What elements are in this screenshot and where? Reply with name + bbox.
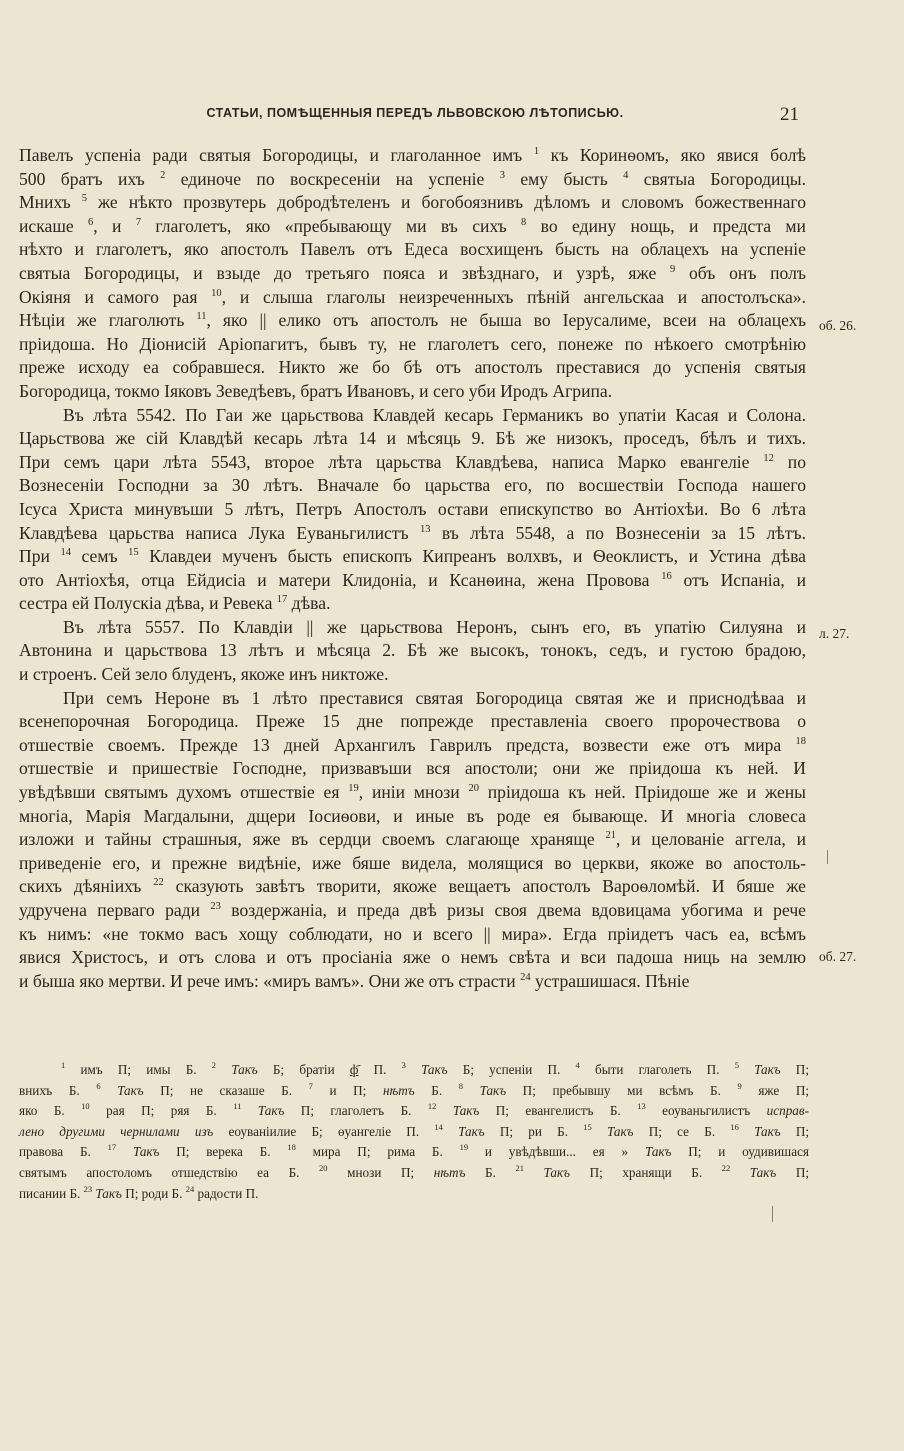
running-head: СТАТЬИ, ПОМѢЩЕННЫЯ ПЕРЕДЪ ЛЬВОВСКОЮ ЛѢТОПИСЬЮ.	[206, 106, 624, 120]
main-text	[19, 144, 806, 993]
margin-note-folio: л. 27.	[819, 626, 850, 641]
text-line: и быша яко мертви. И рече имъ: «миръ вамъ». Они же отъ страсти $^{24}$ устрашишася. Пѣнiе	[19, 970, 690, 991]
footnote-line: внихъ Б. $^6$ Такъ П; не сказаше Б. $^7$ и П; нѣтъ Б. $^8$ Такъ П; пребывшу ми всѣмъ Б. $^9$ яже П;	[19, 1080, 810, 1098]
text-line: увѣдѣвши святымъ духомъ отшествiе ея $^{19}$, инiи мнози $^{20}$ прiидоша къ ней. Прiидоше же и жены	[19, 782, 806, 803]
text-line: нѣхто и глаголетъ, яко апостолъ Павелъ отъ Едеса восхищенъ бысть на облацехъ на успенiе	[19, 239, 806, 260]
text-line: отшествiе своемъ. Прежде 13 дней Архангилъ Гаврилъ предста, возвести еже отъ мира $^{18}$	[19, 734, 806, 755]
text-line: и строенъ. Сей зело блуденъ, якоже инъ никтоже.	[19, 664, 389, 685]
text-line: Вознесенiи Господни за 30 лѣтъ. Вначале бо царьства его, по восшествiи Господа нашего	[19, 475, 806, 496]
text-line: приведенiе его, и прежне видѣнiе, иже бяше видела, молящися во церкви, якоже во апостоль-	[19, 852, 806, 873]
footnote-line: писании Б. $^{23}$ Такъ П; роди Б. $^{24}$ радости П.	[19, 1183, 259, 1201]
text-line: Автонина и царьствова 13 лѣтъ и мѣсяца 2. Бѣ же высокъ, тонокъ, седъ, и густою брадою,	[19, 640, 806, 661]
text-line: святыа Богородицы, и взыде до третьяго пояса и звѣзднаго, и узрѣ, яже $^9$ объ онъ полъ	[19, 262, 806, 283]
text-line: 500 братъ ихъ $^2$ единоче по воскресенiи на успенiе $^3$ ему бысть $^4$ святыа Богородицы.	[19, 168, 806, 189]
text-line: При семъ цари лѣта 5543, второе лѣта царьства Клавдѣева, написа Марко евангелiе $^{12}$ по	[19, 451, 806, 472]
footnote-line: правова Б. $^{17}$ Такъ П; верека Б. $^{18}$ мира П; рима Б. $^{19}$ и увѣдѣвши... ея » Такъ П; и оудивишася	[19, 1142, 809, 1160]
text-line: удручена перваго ради $^{23}$ воздержанiа, и преда двѣ ризы своя двема вдовицама убогима и рече	[19, 900, 806, 920]
page-number: 21	[780, 104, 799, 125]
paper-speck	[772, 1206, 773, 1222]
text-line: скихъ дѣянiихъ $^{22}$ сказують завѣтъ творити, якоже вещаетъ апостолъ Вароѳломѣй. И бяше же	[19, 876, 806, 897]
paper-speck	[827, 850, 828, 864]
margin-note-folio: об. 26.	[819, 318, 857, 333]
text-line: При $^{14}$ семъ $^{15}$ Клавдеи мученъ бысть епископъ Кипреанъ волхвъ, и Ѳеоклистъ, и Устина дѣва	[19, 546, 806, 567]
text-line: къ нимъ: «не токмо васъ хощу соблюдати, но и всего || мира». Егда прiидетъ часъ еа, всѣмъ	[19, 923, 806, 944]
text-line: Мнихъ $^5$ же нѣкто прозвутерь добродѣтеленъ и богобоязнивъ дѣломъ и словомъ божественнаго	[19, 192, 806, 213]
text-line: Окiяня и самого рая $^{10}$, и слыша глаголы неизреченныхъ пѣнiй ангельскаа и апостолъска».	[19, 286, 806, 307]
text-line: изложи и тайны страшныя, яже въ сердци своемъ слагающе хранящe $^{21}$, и целованiе аггела, и	[19, 829, 806, 850]
footnotes	[19, 1060, 809, 1204]
footnote-line: $^1$ имъ П; имы Б. $^2$ Такъ Б; братiи ф҃ П. $^3$ Такъ Б; успенiи П. $^4$ быти глаголеть П. $^5$ Такъ П;	[61, 1060, 809, 1077]
footnote-rule	[250, 1051, 610, 1052]
text-line: Павелъ успенiа ради святыя Богородицы, и глаголанное имъ $^1$ къ Коринѳомъ, яко явися болѣ	[19, 145, 806, 165]
text-line: При семъ Нероне въ 1 лѣто преставися святая Богородица святая же и приснодѣваа и	[63, 687, 806, 708]
footnote-line: яко Б. $^{10}$ рая П; ряя Б. $^{11}$ Такъ П; глаголетъ Б. $^{12}$ Такъ П; евангелистъ Б. $^{13}$ еоуваньгилистъ исправ-	[19, 1101, 810, 1119]
text-line: искаше $^6$, и $^7$ глаголетъ, яко «пребывающу ми въ сихъ $^8$ во едину нощь, и предста ми	[19, 215, 806, 236]
text-line: Нѣцiи же глаголють $^{11}$, яко || елико отъ апостолъ не быша во Iерусалиме, всеи на облацехъ	[19, 310, 806, 331]
margin-note-folio: об. 27.	[819, 949, 857, 964]
text-line: преже исходу еа собравшеся. Никто же бо бѣ отъ апостолъ преставися до успенiя святыя	[19, 357, 806, 378]
text-line: многiа, Марiя Магдалыни, дщери Iосиѳови, и иные въ роде ея бывающе. И многiа словеса	[19, 805, 806, 826]
text-line: прiидоша. Но Дiонисiй Арiопагитъ, бывъ ту, не глаголетъ сего, понеже по нѣкоего смотрѣнiю	[19, 333, 806, 354]
text-line: Клавдѣева царьства написа Лука Еуваньгилистъ $^{13}$ въ лѣта 5548, а по Вознесенiи за 15 лѣтъ.	[19, 522, 806, 543]
text-line: явися Христосъ, и отъ слова и отъ просiанiа яже о немъ свѣта и вси падоша ниць на землю	[19, 947, 806, 968]
text-line: отшествiе и пришествiе Господне, призвавъши вся апостоли; они же прiидоша къ ней. И	[19, 758, 806, 779]
text-line: Въ лѣта 5557. По Клавдiи || же царьствова Неронъ, сынъ его, въ упатiю Силуяна и	[63, 616, 806, 637]
text-line: Богородица, токмо Iяковъ Зеведѣевъ, братъ Ивановъ, и сего уби Иродъ Агрипа.	[19, 380, 613, 401]
text-line: Iсуса Христа минувъши 5 лѣтъ, Петръ Апостолъ остави епискупство во Антiохѣи. Во 6 лѣта	[19, 498, 806, 519]
text-line: всенепорочная Богородица. Преже 15 дне попрежде преставленiа своего пророчествова о	[19, 711, 806, 732]
text-line: Царьствова же сiй Клавдѣй кесарь лѣта 14 и мѣсяць 9. Бѣ же низокъ, проседъ, бѣлъ и тихъ.	[19, 428, 806, 449]
text-line: сестра ей Полускiа дѣва, и Ревека $^{17}$ дѣва.	[19, 593, 331, 614]
footnote-line: лено другими чернилами изъ еоуванiилие Б; ѳуангелiе П. $^{14}$ Такъ П; ри Б. $^{15}$ Такъ П; се Б. $^{16}$ Такъ П;	[19, 1121, 810, 1139]
text-line: Въ лѣта 5542. По Гаи же царьствова Клавдей кесарь Германикъ во упатiи Касая и Солона.	[63, 404, 806, 425]
footnote-line: святымъ апостоломъ отшедствiю еа Б. $^{20}$ мнози П; нѣтъ Б. $^{21}$ Такъ П; хранящи Б. $^{22}$ Такъ П;	[19, 1162, 810, 1180]
text-line: ото Антiохѣя, отца Ейдисiа и матери Клидонiа, и Ксанѳина, жена Провова $^{16}$ отъ Испанiа, и	[19, 569, 806, 590]
